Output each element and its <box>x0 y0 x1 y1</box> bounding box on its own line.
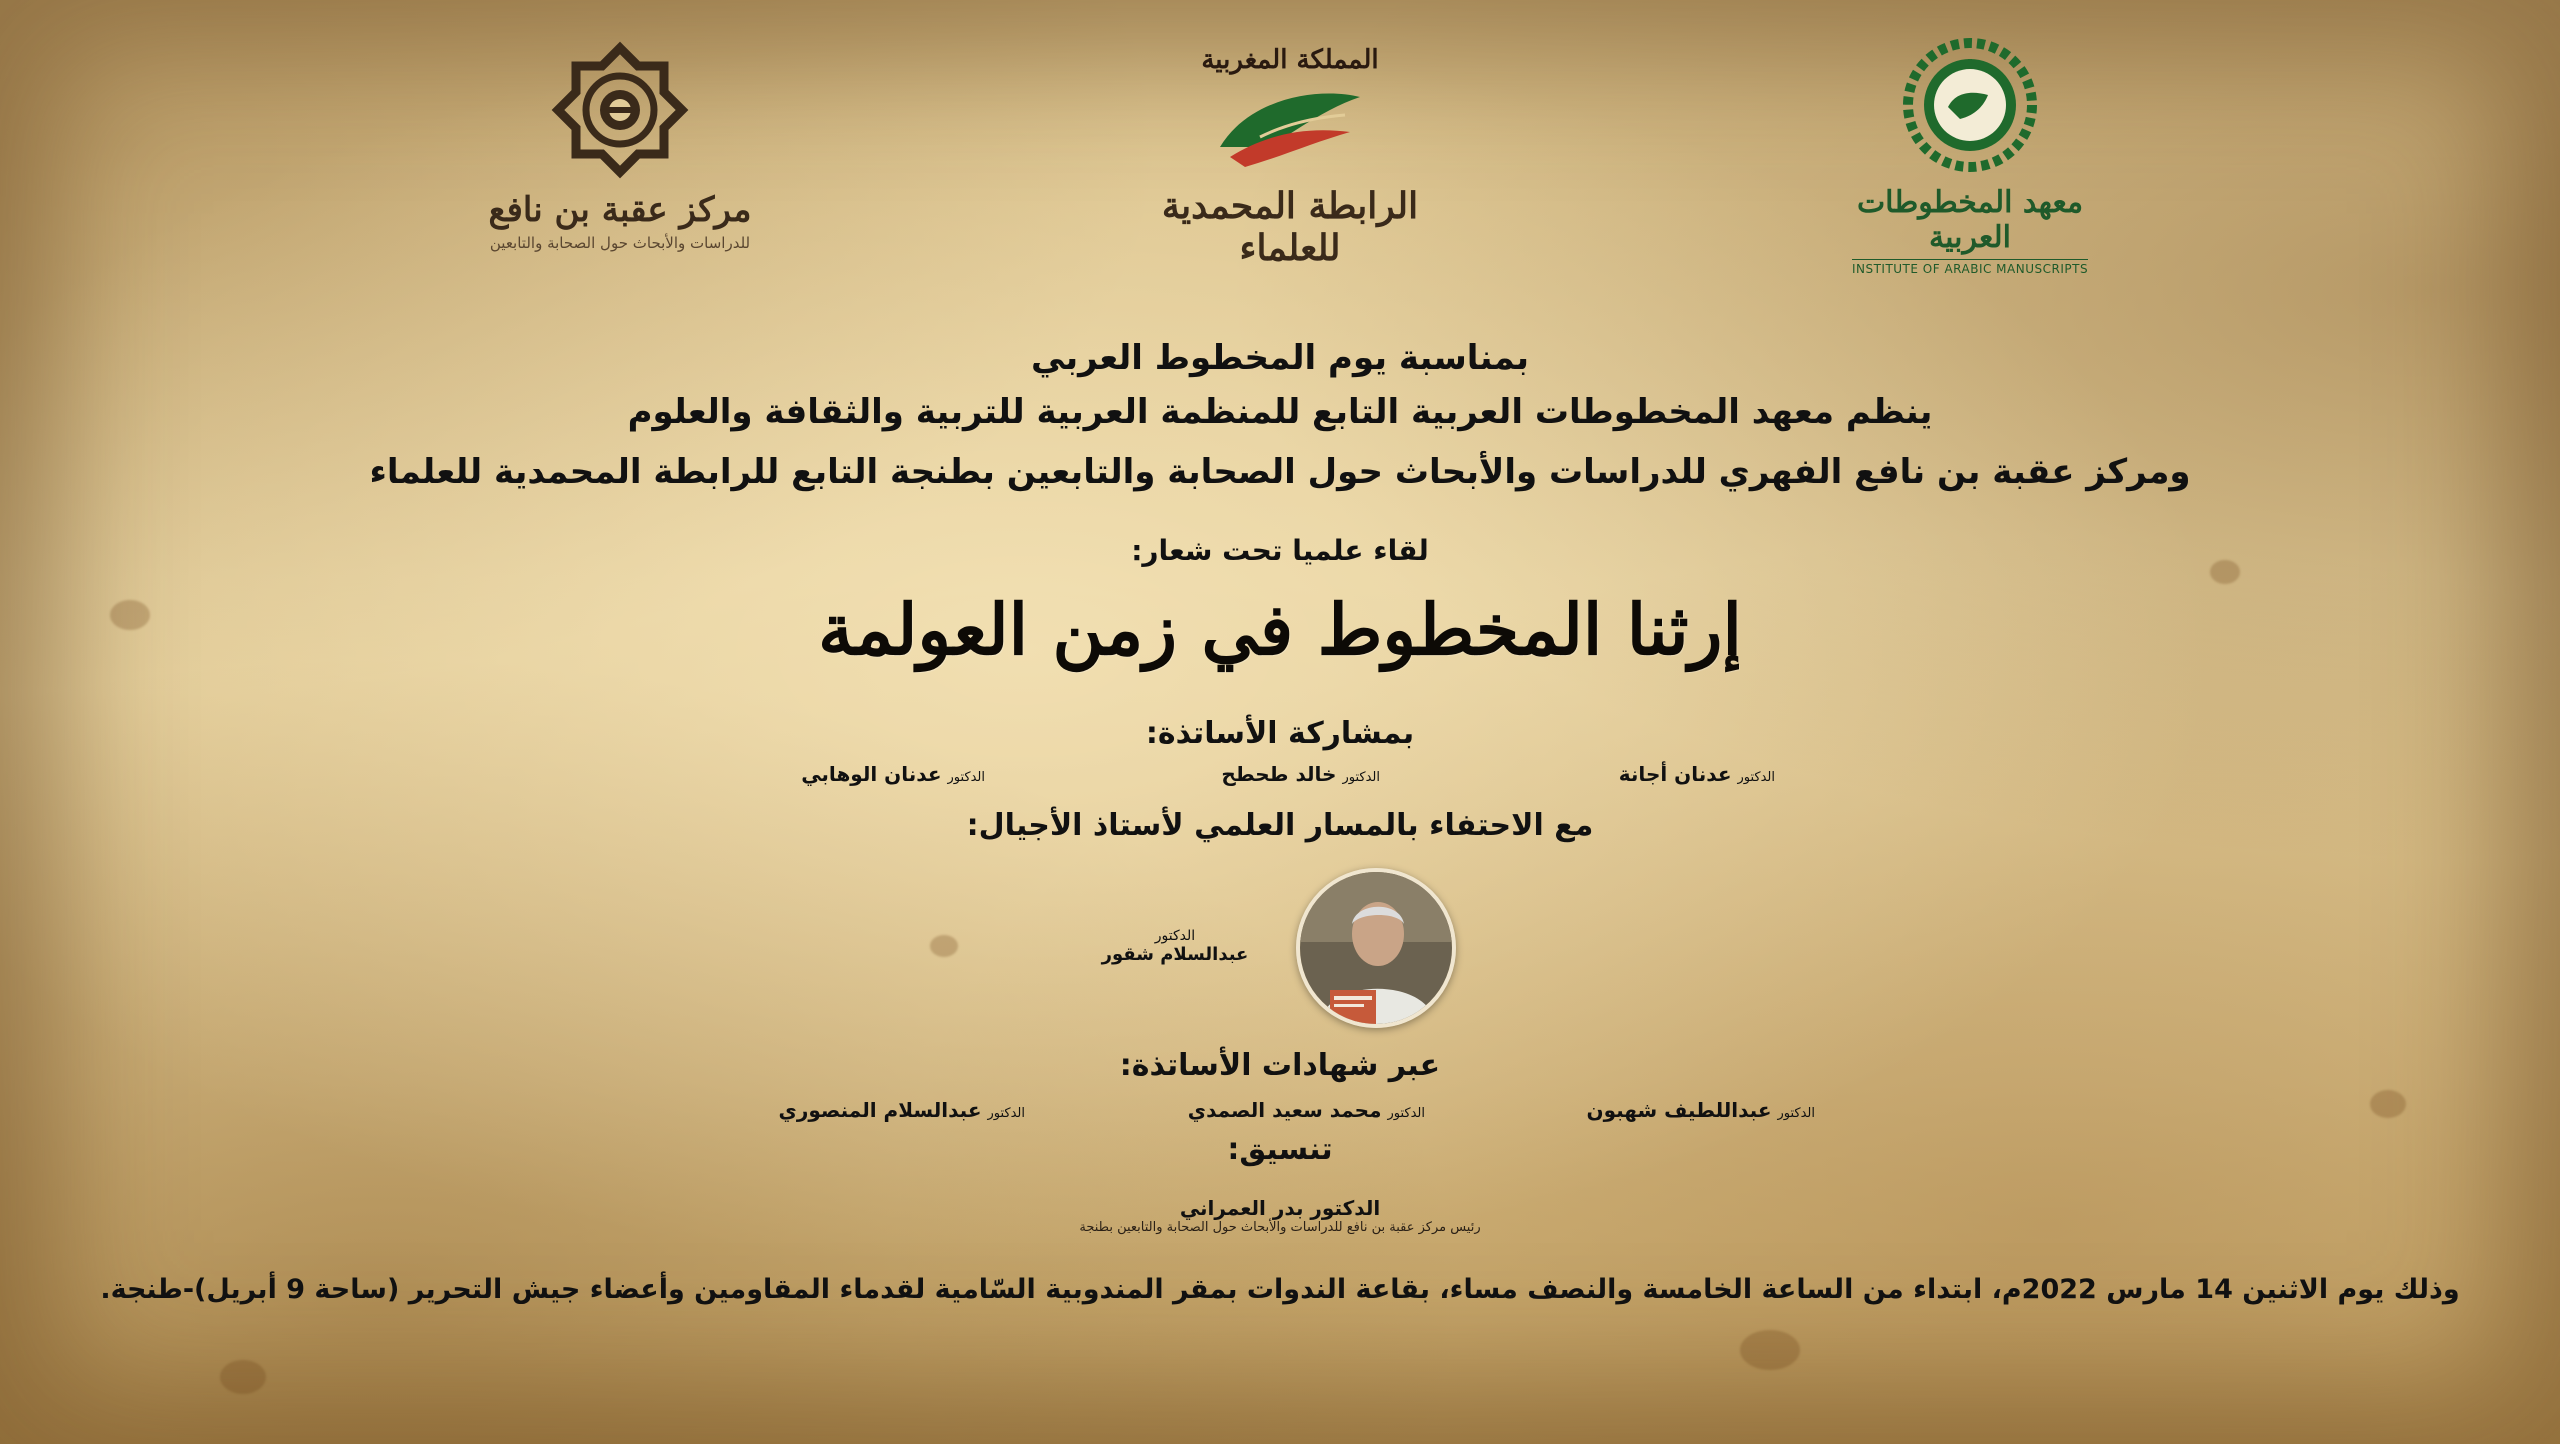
logo-rabita <box>1120 45 1460 269</box>
star-emblem-icon <box>545 40 695 180</box>
logo-left-subtitle: للدراسات والأبحاث حول الصحابة والتابعين <box>489 234 751 252</box>
logo-middle-name: الرابطة المحمدية للعلماء <box>1161 185 1419 269</box>
coordination-heading: تنسيق: <box>1227 1132 1333 1167</box>
logo-institute <box>1820 35 2120 277</box>
wreath-globe-icon <box>1900 35 2040 175</box>
logo-middle-country: المملكة المغربية <box>1201 45 1379 75</box>
meeting-label: لقاء علميا تحت شعار: <box>1131 534 1429 567</box>
honoree-title: الدكتور <box>1154 928 1196 944</box>
event-details: وذلك يوم الاثنين 14 مارس 2022م، ابتداء من الساعة الخامسة والنصف مساء، بقاعة الندوات بمقر المندوبية السّامية لقدماء المقاومين وأعضاء جيش التحرير (ساحة 9 أبريل)-طنجة. <box>100 1274 2460 1305</box>
paper-stain <box>930 935 958 957</box>
intro-organizer: ينظم معهد المخطوطات العربية التابع للمنظمة العربية للتربية والثقافة والعلوم <box>627 392 1933 432</box>
participants-list <box>0 762 2560 792</box>
intro-partner: ومركز عقبة بن نافع الفهري للدراسات والأبحاث حول الصحابة والتابعين بطنجة التابع للرابطة المحمدية للعلماء <box>369 452 2191 492</box>
honoree-label <box>1080 928 1270 965</box>
intro-occasion: بمناسبة يوم المخطوط العربي <box>1030 338 1530 378</box>
coordinator-name: الدكتور بدر العمراني <box>1179 1196 1381 1220</box>
logo-oqba-center <box>430 40 810 252</box>
testimony-name: الدكتورعبداللطيف شهبون <box>1586 1098 1815 1122</box>
logo-left-name: مركز عقبة بن نافع <box>488 190 752 230</box>
honoree-name: عبدالسلام شقور <box>1101 944 1249 965</box>
paper-stain <box>220 1360 266 1394</box>
logo-right-name: معهد المخطوطات العربية <box>1856 185 2084 255</box>
portrait-icon <box>1300 872 1452 1024</box>
participants-heading: بمشاركة الأساتذة: <box>1145 716 1415 751</box>
honoree-photo <box>1296 868 1456 1028</box>
testimonies-heading: عبر شهادات الأساتذة: <box>1119 1048 1441 1083</box>
participant-name: الدكتورعدنان الوهابي <box>801 762 985 786</box>
logo-right-subtitle: INSTITUTE OF ARABIC MANUSCRIPTS <box>1852 259 2088 276</box>
testimony-name: الدكتورعبدالسلام المنصوري <box>778 1098 1025 1122</box>
participant-name: الدكتورخالد طحطح <box>1221 762 1380 786</box>
honoring-heading: مع الاحتفاء بالمسار العلمي لأستاذ الأجيال: <box>966 808 1594 843</box>
main-title: إرثنا المخطوط في زمن العولمة <box>818 588 1742 671</box>
coordinator-role: رئيس مركز عقبة بن نافع للدراسات والأبحاث حول الصحابة والتابعين بطنجة <box>1079 1220 1481 1235</box>
leaf-emblem-icon <box>1210 77 1370 177</box>
participant-name: الدكتورعدنان أجانة <box>1618 762 1775 786</box>
testimonies-list <box>0 1098 2560 1128</box>
testimony-name: الدكتورمحمد سعيد الصمدي <box>1187 1098 1425 1122</box>
paper-stain <box>1740 1330 1800 1370</box>
